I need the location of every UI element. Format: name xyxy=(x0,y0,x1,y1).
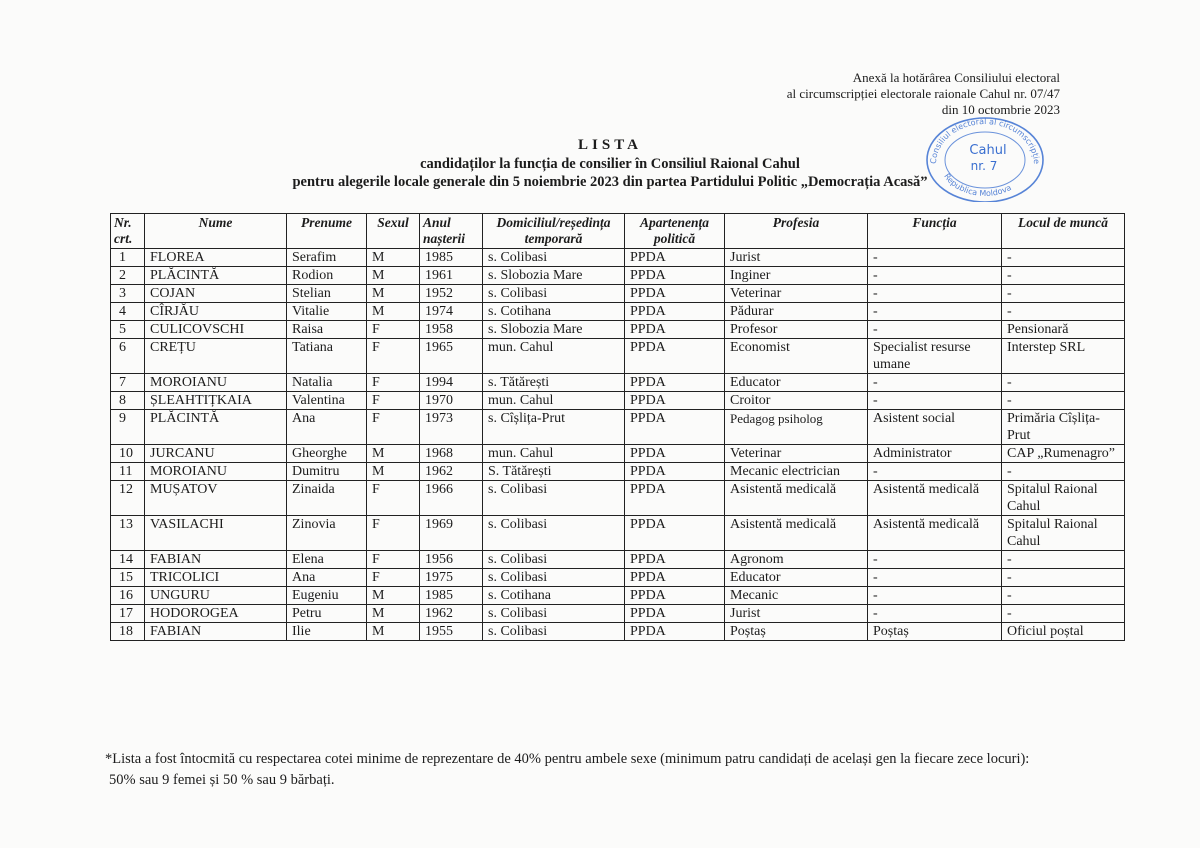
cell-profesia: Veterinar xyxy=(725,285,868,303)
cell-an: 1973 xyxy=(420,410,483,445)
cell-locul: - xyxy=(1002,463,1125,481)
cell-functia: Asistentă medicală xyxy=(868,516,1002,551)
cell-sex: F xyxy=(367,516,420,551)
cell-apartenenta: PPDA xyxy=(625,285,725,303)
cell-an: 1974 xyxy=(420,303,483,321)
cell-an: 1985 xyxy=(420,587,483,605)
cell-domiciliu: s. Tătărești xyxy=(483,374,625,392)
cell-profesia: Jurist xyxy=(725,605,868,623)
table-row xyxy=(111,463,1125,481)
cell-sex: F xyxy=(367,481,420,516)
cell-functia: - xyxy=(868,392,1002,410)
cell-functia: - xyxy=(868,321,1002,339)
cell-profesia: Educator xyxy=(725,569,868,587)
cell-nume: CÎRJĂU xyxy=(145,303,287,321)
cell-an: 1994 xyxy=(420,374,483,392)
cell-domiciliu: S. Tătărești xyxy=(483,463,625,481)
cell-prenume: Zinaida xyxy=(287,481,367,516)
table-row xyxy=(111,303,1125,321)
cell-sex: M xyxy=(367,445,420,463)
cell-apartenenta: PPDA xyxy=(625,321,725,339)
cell-functia: Poștaș xyxy=(868,623,1002,641)
cell-profesia: Educator xyxy=(725,374,868,392)
table-row xyxy=(111,445,1125,463)
cell-locul: Interstep SRL xyxy=(1002,339,1125,374)
document-subtitle-2: pentru alegerile locale generale din 5 noiembrie 2023 din partea Partidului Politic „Democrația Acasă” xyxy=(292,174,928,190)
cell-locul: Pensionară xyxy=(1002,321,1125,339)
table-row xyxy=(111,516,1125,551)
cell-profesia: Veterinar xyxy=(725,445,868,463)
cell-profesia: Inginer xyxy=(725,267,868,285)
cell-nr: 18 xyxy=(111,623,145,641)
cell-prenume: Dumitru xyxy=(287,463,367,481)
cell-sex: M xyxy=(367,605,420,623)
cell-prenume: Tatiana xyxy=(287,339,367,374)
cell-an: 1952 xyxy=(420,285,483,303)
header-profesia: Profesia xyxy=(725,214,868,249)
cell-domiciliu: s. Colibasi xyxy=(483,569,625,587)
table-header-row xyxy=(111,214,1125,249)
cell-functia: Specialist resurse umane xyxy=(868,339,1002,374)
header-anul: Anul nașterii xyxy=(420,214,483,249)
cell-nr: 14 xyxy=(111,551,145,569)
cell-domiciliu: s. Colibasi xyxy=(483,249,625,267)
cell-domiciliu: mun. Cahul xyxy=(483,392,625,410)
annex-line-2: al circumscripției electorale raionale Cahul nr. 07/47 xyxy=(786,86,1060,101)
cell-prenume: Zinovia xyxy=(287,516,367,551)
cell-an: 1962 xyxy=(420,463,483,481)
cell-domiciliu: s. Colibasi xyxy=(483,285,625,303)
document-heading xyxy=(110,136,1110,192)
table-row xyxy=(111,321,1125,339)
cell-sex: M xyxy=(367,463,420,481)
cell-locul: - xyxy=(1002,605,1125,623)
cell-functia: - xyxy=(868,249,1002,267)
table-row xyxy=(111,267,1125,285)
cell-functia: - xyxy=(868,303,1002,321)
cell-prenume: Raisa xyxy=(287,321,367,339)
cell-locul: Spitalul Raional Cahul xyxy=(1002,516,1125,551)
cell-sex: M xyxy=(367,303,420,321)
annex-block xyxy=(787,70,1060,118)
cell-profesia: Pedagog psiholog xyxy=(725,410,868,445)
cell-apartenenta: PPDA xyxy=(625,623,725,641)
cell-prenume: Ana xyxy=(287,410,367,445)
cell-apartenenta: PPDA xyxy=(625,587,725,605)
cell-locul: - xyxy=(1002,374,1125,392)
cell-nume: MOROIANU xyxy=(145,374,287,392)
cell-domiciliu: s. Slobozia Mare xyxy=(483,321,625,339)
cell-nr: 12 xyxy=(111,481,145,516)
table-row xyxy=(111,623,1125,641)
cell-nr: 17 xyxy=(111,605,145,623)
cell-sex: M xyxy=(367,285,420,303)
cell-prenume: Natalia xyxy=(287,374,367,392)
cell-an: 1965 xyxy=(420,339,483,374)
cell-locul: - xyxy=(1002,587,1125,605)
document-subtitle: candidaților la funcția de consilier în Consiliul Raional Cahul xyxy=(420,156,800,172)
cell-nr: 4 xyxy=(111,303,145,321)
cell-profesia: Croitor xyxy=(725,392,868,410)
cell-sex: M xyxy=(367,623,420,641)
cell-locul: - xyxy=(1002,267,1125,285)
cell-nume: ȘLEAHTIȚKAIA xyxy=(145,392,287,410)
cell-locul: - xyxy=(1002,285,1125,303)
cell-nr: 9 xyxy=(111,410,145,445)
cell-prenume: Serafim xyxy=(287,249,367,267)
cell-nr: 13 xyxy=(111,516,145,551)
cell-domiciliu: mun. Cahul xyxy=(483,339,625,374)
cell-sex: F xyxy=(367,374,420,392)
cell-prenume: Gheorghe xyxy=(287,445,367,463)
cell-locul: Oficiul poștal xyxy=(1002,623,1125,641)
table-row xyxy=(111,481,1125,516)
cell-nume: FABIAN xyxy=(145,551,287,569)
cell-apartenenta: PPDA xyxy=(625,605,725,623)
header-functia: Funcția xyxy=(868,214,1002,249)
cell-profesia: Pădurar xyxy=(725,303,868,321)
cell-nr: 15 xyxy=(111,569,145,587)
cell-sex: M xyxy=(367,587,420,605)
cell-domiciliu: s. Cîșlița-Prut xyxy=(483,410,625,445)
document-title: LISTA xyxy=(578,137,642,153)
table-row xyxy=(111,551,1125,569)
cell-an: 1985 xyxy=(420,249,483,267)
cell-locul: - xyxy=(1002,392,1125,410)
table-row xyxy=(111,605,1125,623)
cell-an: 1955 xyxy=(420,623,483,641)
cell-nume: JURCANU xyxy=(145,445,287,463)
cell-nume: UNGURU xyxy=(145,587,287,605)
cell-domiciliu: s. Slobozia Mare xyxy=(483,267,625,285)
cell-sex: F xyxy=(367,392,420,410)
cell-functia: - xyxy=(868,285,1002,303)
cell-prenume: Rodion xyxy=(287,267,367,285)
cell-nume: VASILACHI xyxy=(145,516,287,551)
cell-functia: - xyxy=(868,551,1002,569)
cell-apartenenta: PPDA xyxy=(625,267,725,285)
cell-domiciliu: mun. Cahul xyxy=(483,445,625,463)
cell-domiciliu: s. Cotihana xyxy=(483,303,625,321)
table-row xyxy=(111,587,1125,605)
cell-nr: 3 xyxy=(111,285,145,303)
cell-sex: F xyxy=(367,321,420,339)
cell-sex: F xyxy=(367,339,420,374)
header-apartenenta: Apartenența politică xyxy=(625,214,725,249)
cell-prenume: Stelian xyxy=(287,285,367,303)
cell-profesia: Jurist xyxy=(725,249,868,267)
cell-apartenenta: PPDA xyxy=(625,569,725,587)
cell-domiciliu: s. Cotihana xyxy=(483,587,625,605)
table-row xyxy=(111,285,1125,303)
header-nume: Nume xyxy=(145,214,287,249)
cell-nr: 8 xyxy=(111,392,145,410)
cell-profesia: Poștaș xyxy=(725,623,868,641)
cell-an: 1961 xyxy=(420,267,483,285)
cell-prenume: Valentina xyxy=(287,392,367,410)
cell-functia: - xyxy=(868,587,1002,605)
cell-profesia: Asistentă medicală xyxy=(725,481,868,516)
gender-ratio: 50% sau 9 femei și 50 % sau 9 bărbați. xyxy=(109,772,335,788)
cell-locul: Primăria Cîșlița-Prut xyxy=(1002,410,1125,445)
cell-an: 1969 xyxy=(420,516,483,551)
cell-sex: F xyxy=(367,410,420,445)
cell-an: 1970 xyxy=(420,392,483,410)
cell-nume: COJAN xyxy=(145,285,287,303)
cell-apartenenta: PPDA xyxy=(625,339,725,374)
cell-nr: 16 xyxy=(111,587,145,605)
cell-apartenenta: PPDA xyxy=(625,392,725,410)
cell-domiciliu: s. Colibasi xyxy=(483,516,625,551)
cell-locul: Spitalul Raional Cahul xyxy=(1002,481,1125,516)
cell-sex: F xyxy=(367,551,420,569)
cell-functia: - xyxy=(868,569,1002,587)
table-row xyxy=(111,249,1125,267)
stamp-center-1: Cahul xyxy=(969,143,1007,158)
cell-nume: CREȚU xyxy=(145,339,287,374)
cell-apartenenta: PPDA xyxy=(625,481,725,516)
cell-apartenenta: PPDA xyxy=(625,374,725,392)
cell-nr: 10 xyxy=(111,445,145,463)
cell-sex: M xyxy=(367,267,420,285)
footer-note xyxy=(105,750,1125,790)
cell-apartenenta: PPDA xyxy=(625,463,725,481)
candidates-table xyxy=(110,213,1125,641)
cell-prenume: Vitalie xyxy=(287,303,367,321)
cell-profesia: Profesor xyxy=(725,321,868,339)
table-row xyxy=(111,374,1125,392)
cell-an: 1968 xyxy=(420,445,483,463)
table-row xyxy=(111,410,1125,445)
cell-nume: MOROIANU xyxy=(145,463,287,481)
cell-an: 1956 xyxy=(420,551,483,569)
stamp-text-top: Consiliul electoral al circumscripție xyxy=(928,116,1042,165)
cell-prenume: Elena xyxy=(287,551,367,569)
cell-prenume: Ilie xyxy=(287,623,367,641)
cell-locul: - xyxy=(1002,551,1125,569)
cell-nr: 11 xyxy=(111,463,145,481)
cell-apartenenta: PPDA xyxy=(625,303,725,321)
cell-nr: 1 xyxy=(111,249,145,267)
cell-domiciliu: s. Colibasi xyxy=(483,623,625,641)
cell-apartenenta: PPDA xyxy=(625,516,725,551)
cell-locul: - xyxy=(1002,303,1125,321)
cell-locul: CAP „Rumenagro” xyxy=(1002,445,1125,463)
cell-functia: Asistent social xyxy=(868,410,1002,445)
stamp-text-bottom: Republica Moldova xyxy=(942,171,1013,199)
cell-nume: PLĂCINTĂ xyxy=(145,410,287,445)
cell-an: 1962 xyxy=(420,605,483,623)
cell-prenume: Ana xyxy=(287,569,367,587)
cell-nume: HODOROGEA xyxy=(145,605,287,623)
cell-nume: MUȘATOV xyxy=(145,481,287,516)
cell-functia: - xyxy=(868,463,1002,481)
cell-an: 1966 xyxy=(420,481,483,516)
cell-nume: PLĂCINTĂ xyxy=(145,267,287,285)
cell-functia: - xyxy=(868,605,1002,623)
cell-functia: Administrator xyxy=(868,445,1002,463)
cell-functia: Asistentă medicală xyxy=(868,481,1002,516)
cell-sex: F xyxy=(367,569,420,587)
annex-line-3: din 10 octombrie 2023 xyxy=(941,102,1060,117)
cell-prenume: Eugeniu xyxy=(287,587,367,605)
stamp-center-2: nr. 7 xyxy=(970,159,998,173)
header-locul: Locul de muncă xyxy=(1002,214,1125,249)
annex-line-1: Anexă la hotărârea Consiliului electoral xyxy=(852,70,1060,85)
cell-apartenenta: PPDA xyxy=(625,445,725,463)
cell-domiciliu: s. Colibasi xyxy=(483,605,625,623)
cell-nume: FABIAN xyxy=(145,623,287,641)
cell-profesia: Economist xyxy=(725,339,868,374)
cell-profesia: Mecanic electrician xyxy=(725,463,868,481)
table-row xyxy=(111,569,1125,587)
cell-apartenenta: PPDA xyxy=(625,551,725,569)
header-sexul: Sexul xyxy=(367,214,420,249)
cell-an: 1958 xyxy=(420,321,483,339)
cell-apartenenta: PPDA xyxy=(625,249,725,267)
cell-nr: 2 xyxy=(111,267,145,285)
header-domiciliu: Domiciliul/reședința temporară xyxy=(483,214,625,249)
cell-functia: - xyxy=(868,374,1002,392)
cell-functia: - xyxy=(868,267,1002,285)
cell-prenume: Petru xyxy=(287,605,367,623)
cell-nume: TRICOLICI xyxy=(145,569,287,587)
cell-domiciliu: s. Colibasi xyxy=(483,481,625,516)
cell-profesia: Mecanic xyxy=(725,587,868,605)
table-row xyxy=(111,392,1125,410)
cell-apartenenta: PPDA xyxy=(625,410,725,445)
cell-nume: FLOREA xyxy=(145,249,287,267)
cell-an: 1975 xyxy=(420,569,483,587)
cell-nume: CULICOVSCHI xyxy=(145,321,287,339)
cell-locul: - xyxy=(1002,249,1125,267)
cell-locul: - xyxy=(1002,569,1125,587)
cell-nr: 7 xyxy=(111,374,145,392)
header-nr: Nr. crt. xyxy=(111,214,145,249)
table-row xyxy=(111,339,1125,374)
cell-profesia: Agronom xyxy=(725,551,868,569)
cell-domiciliu: s. Colibasi xyxy=(483,551,625,569)
cell-nr: 5 xyxy=(111,321,145,339)
cell-sex: M xyxy=(367,249,420,267)
cell-profesia: Asistentă medicală xyxy=(725,516,868,551)
header-prenume: Prenume xyxy=(287,214,367,249)
cell-nr: 6 xyxy=(111,339,145,374)
quota-note: *Lista a fost întocmită cu respectarea cotei minime de reprezentare de 40% pentru ambele sexe (minimum patru candidați de același gen la fiecare zece locuri): xyxy=(105,751,1030,767)
